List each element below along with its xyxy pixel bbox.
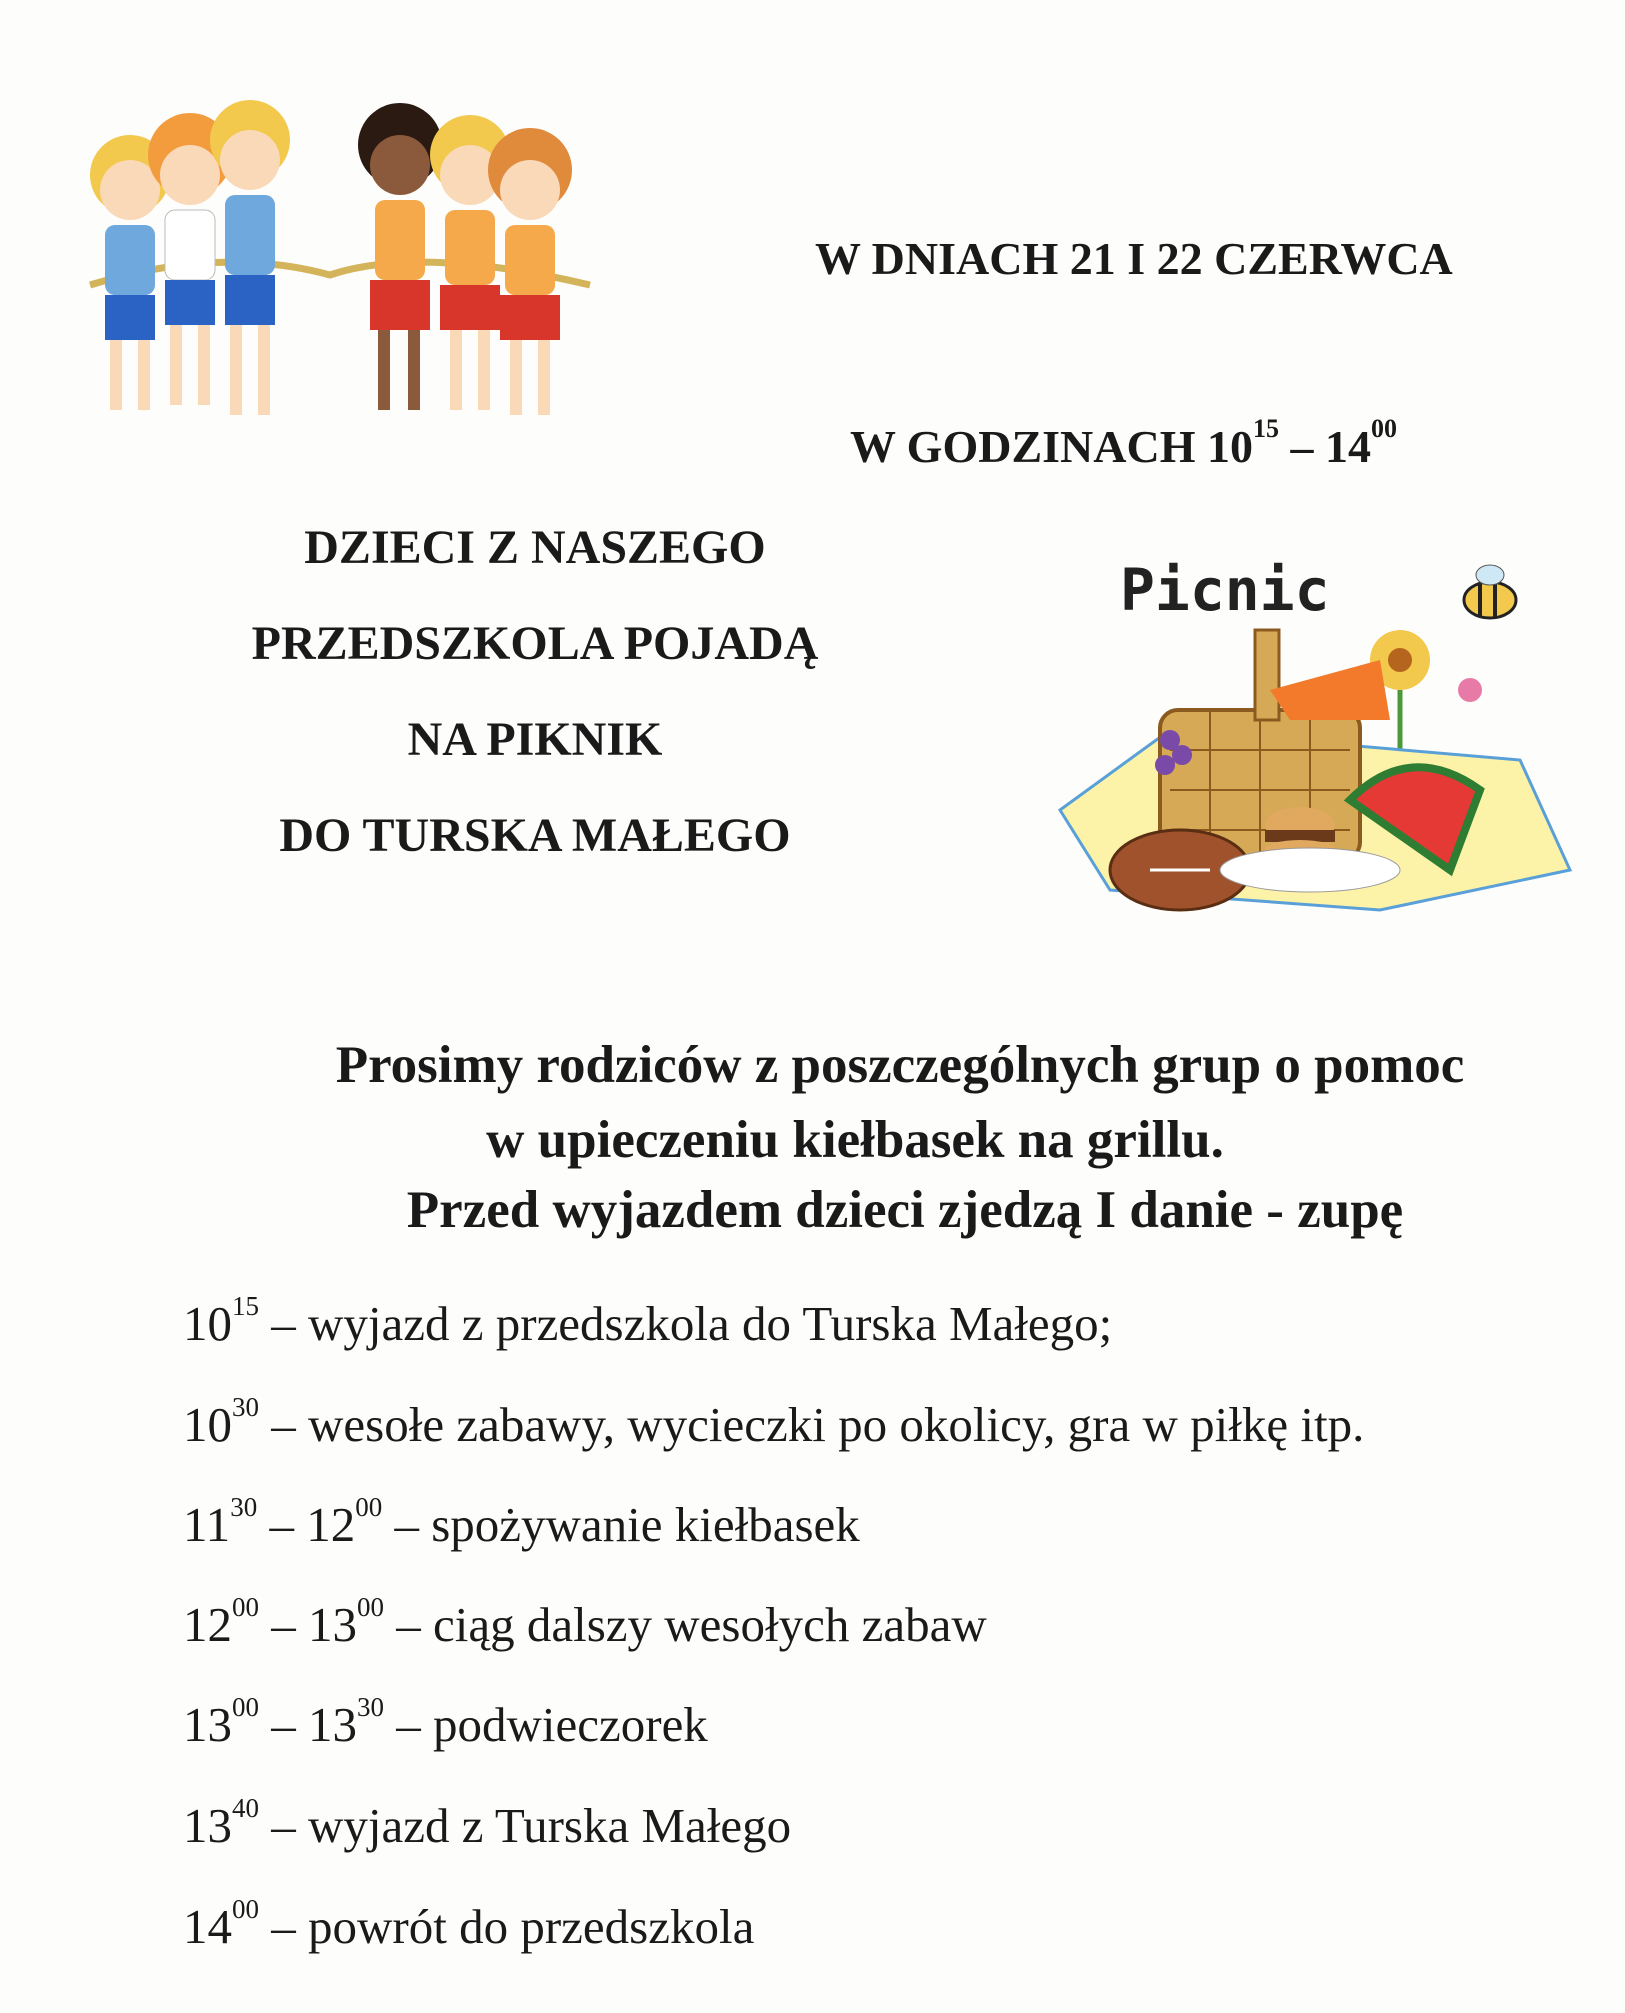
kids-tug-of-war-illustration <box>70 95 610 465</box>
child-figure-4 <box>358 103 442 410</box>
event-dates: W DNIACH 21 I 22 CZERWCA <box>815 233 1453 284</box>
schedule-item: $14^{00}$ – powrót do przedszkola <box>183 1894 755 1954</box>
picnic-basket-illustration <box>1050 550 1580 950</box>
bee-icon <box>1464 565 1516 618</box>
request-line-3: Przed wyjazdem dzieci zjedzą I danie - zupę <box>406 1181 1404 1239</box>
picnic-sign-text: Picnic <box>1120 556 1330 624</box>
schedule-item: $10^{30}$ – wesołe zabawy, wycieczki po okolicy, gra w piłkę itp. <box>183 1392 1365 1452</box>
announcement-line-2: PRZEDSZKOLA POJADĄ <box>251 617 819 670</box>
request-line-1: Prosimy rodziców z poszczególnych grup o pomoc <box>335 1036 1465 1094</box>
schedule-item: $13^{40}$ – wyjazd z Turska Małego <box>183 1793 792 1853</box>
event-hours: W GODZINACH $10^{15} - 14^{00}$ <box>850 414 1397 472</box>
schedule-item: $12^{00} - 13^{00}$ – ciąg dalszy wesołych zabaw <box>183 1592 987 1652</box>
request-line-2: w upieczeniu kiełbasek na grillu. <box>486 1111 1224 1169</box>
announcement-line-4: DO TURSKA MAŁEGO <box>279 809 791 862</box>
announcement-line-3: NA PIKNIK <box>407 713 663 766</box>
schedule-item: $13^{00} - 13^{30}$ – podwieczorek <box>183 1692 708 1752</box>
announcement-line-1: DZIECI Z NASZEGO <box>304 521 766 574</box>
schedule-item: $11^{30} - 12^{00}$ – spożywanie kiełbasek <box>183 1492 860 1552</box>
child-figure-3 <box>210 100 290 415</box>
schedule-item: $10^{15}$ – wyjazd z przedszkola do Turska Małego; <box>183 1291 1113 1351</box>
